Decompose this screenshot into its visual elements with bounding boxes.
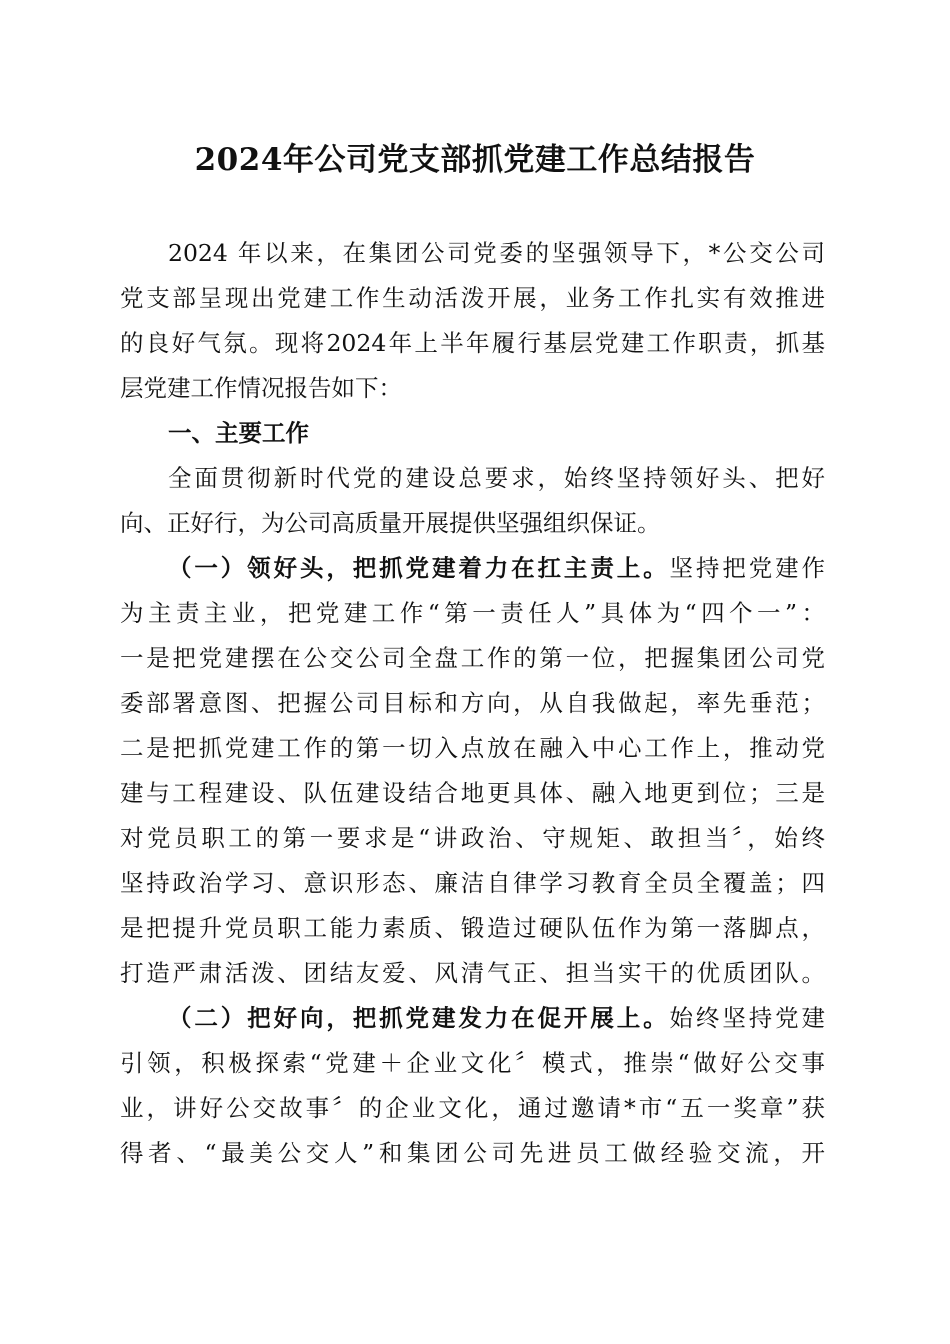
line-text: 建与工程建设、队伍建设结合地更具体、融入地更到位；三是 xyxy=(120,779,825,807)
line-text: 打造严肃活泼、团结友爱、风清气正、担当实干的优质团队。 xyxy=(120,959,825,987)
paragraph xyxy=(120,456,825,546)
section-heading xyxy=(120,411,825,456)
bold-lead-in: （二）把好向，把抓党建发力在促开展上。 xyxy=(168,1004,670,1032)
line-text: 党支部呈现出党建工作生动活泼开展，业务工作扎实有效推进 xyxy=(120,284,825,312)
line-text: 的良好气氛。现将2024年上半年履行基层党建工作职责，抓基 xyxy=(120,329,825,357)
text-line xyxy=(120,231,825,276)
paragraph xyxy=(120,546,825,996)
text-line xyxy=(120,591,825,636)
text-line xyxy=(120,681,825,726)
line-text: 坚持政治学习、意识形态、廉洁自律学习教育全员全覆盖；四 xyxy=(120,869,825,897)
text-line xyxy=(120,906,825,951)
line-text: 层党建工作情况报告如下： xyxy=(120,374,402,402)
document-title: 2024年公司党支部抓党建工作总结报告 xyxy=(194,142,756,178)
line-text: 始终坚持党建 xyxy=(669,1004,826,1032)
line-text: 全面贯彻新时代党的建设总要求，始终坚持领好头、把好 xyxy=(168,464,825,492)
line-text: 得者、“最美公交人”和集团公司先进员工做经验交流，开 xyxy=(120,1139,825,1167)
line-text: 是把提升党员职工能力素质、锻造过硬队伍作为第一落脚点， xyxy=(120,914,825,942)
document-body xyxy=(120,231,825,1176)
line-text: 一、主要工作 xyxy=(168,419,309,447)
text-line xyxy=(120,816,825,861)
paragraph xyxy=(120,231,825,411)
text-line xyxy=(120,321,825,366)
text-line xyxy=(120,1086,825,1131)
text-line xyxy=(120,771,825,816)
line-text: 向、正好行，为公司高质量开展提供坚强组织保证。 xyxy=(120,509,661,537)
bold-lead-in: （一）领好头，把抓党建着力在扛主责上。 xyxy=(168,554,670,582)
line-text: 业，讲好公交故事〞的企业文化，通过邀请*市“五一奖章”获 xyxy=(120,1094,825,1122)
line-text: 坚持把党建作 xyxy=(669,554,826,582)
text-line xyxy=(120,636,825,681)
line-text: 对党员职工的第一要求是“讲政治、守规矩、敢担当〞，始终 xyxy=(120,824,825,852)
line-text: 二是把抓党建工作的第一切入点放在融入中心工作上，推动党 xyxy=(120,734,825,762)
text-line xyxy=(120,276,825,321)
text-line xyxy=(120,501,825,546)
text-line xyxy=(120,726,825,771)
text-line xyxy=(120,861,825,906)
line-text: 委部署意图、把握公司目标和方向，从自我做起，率先垂范； xyxy=(120,689,825,717)
text-line xyxy=(120,1131,825,1176)
line-text: 一是把党建摆在公交公司全盘工作的第一位，把握集团公司党 xyxy=(120,644,825,672)
text-line xyxy=(120,996,825,1041)
text-line xyxy=(120,456,825,501)
text-line xyxy=(120,1041,825,1086)
line-text: 2024 年以来，在集团公司党委的坚强领导下，*公交公司 xyxy=(168,239,825,267)
text-line xyxy=(120,546,825,591)
line-text: 为主责主业，把党建工作“第一责任人”具体为“四个一”： xyxy=(120,599,825,627)
text-line xyxy=(120,366,825,411)
line-text: 引领，积极探索“党建＋企业文化〞模式，推崇“做好公交事 xyxy=(120,1049,825,1077)
paragraph xyxy=(120,996,825,1176)
text-line xyxy=(120,411,825,456)
text-line xyxy=(120,951,825,996)
